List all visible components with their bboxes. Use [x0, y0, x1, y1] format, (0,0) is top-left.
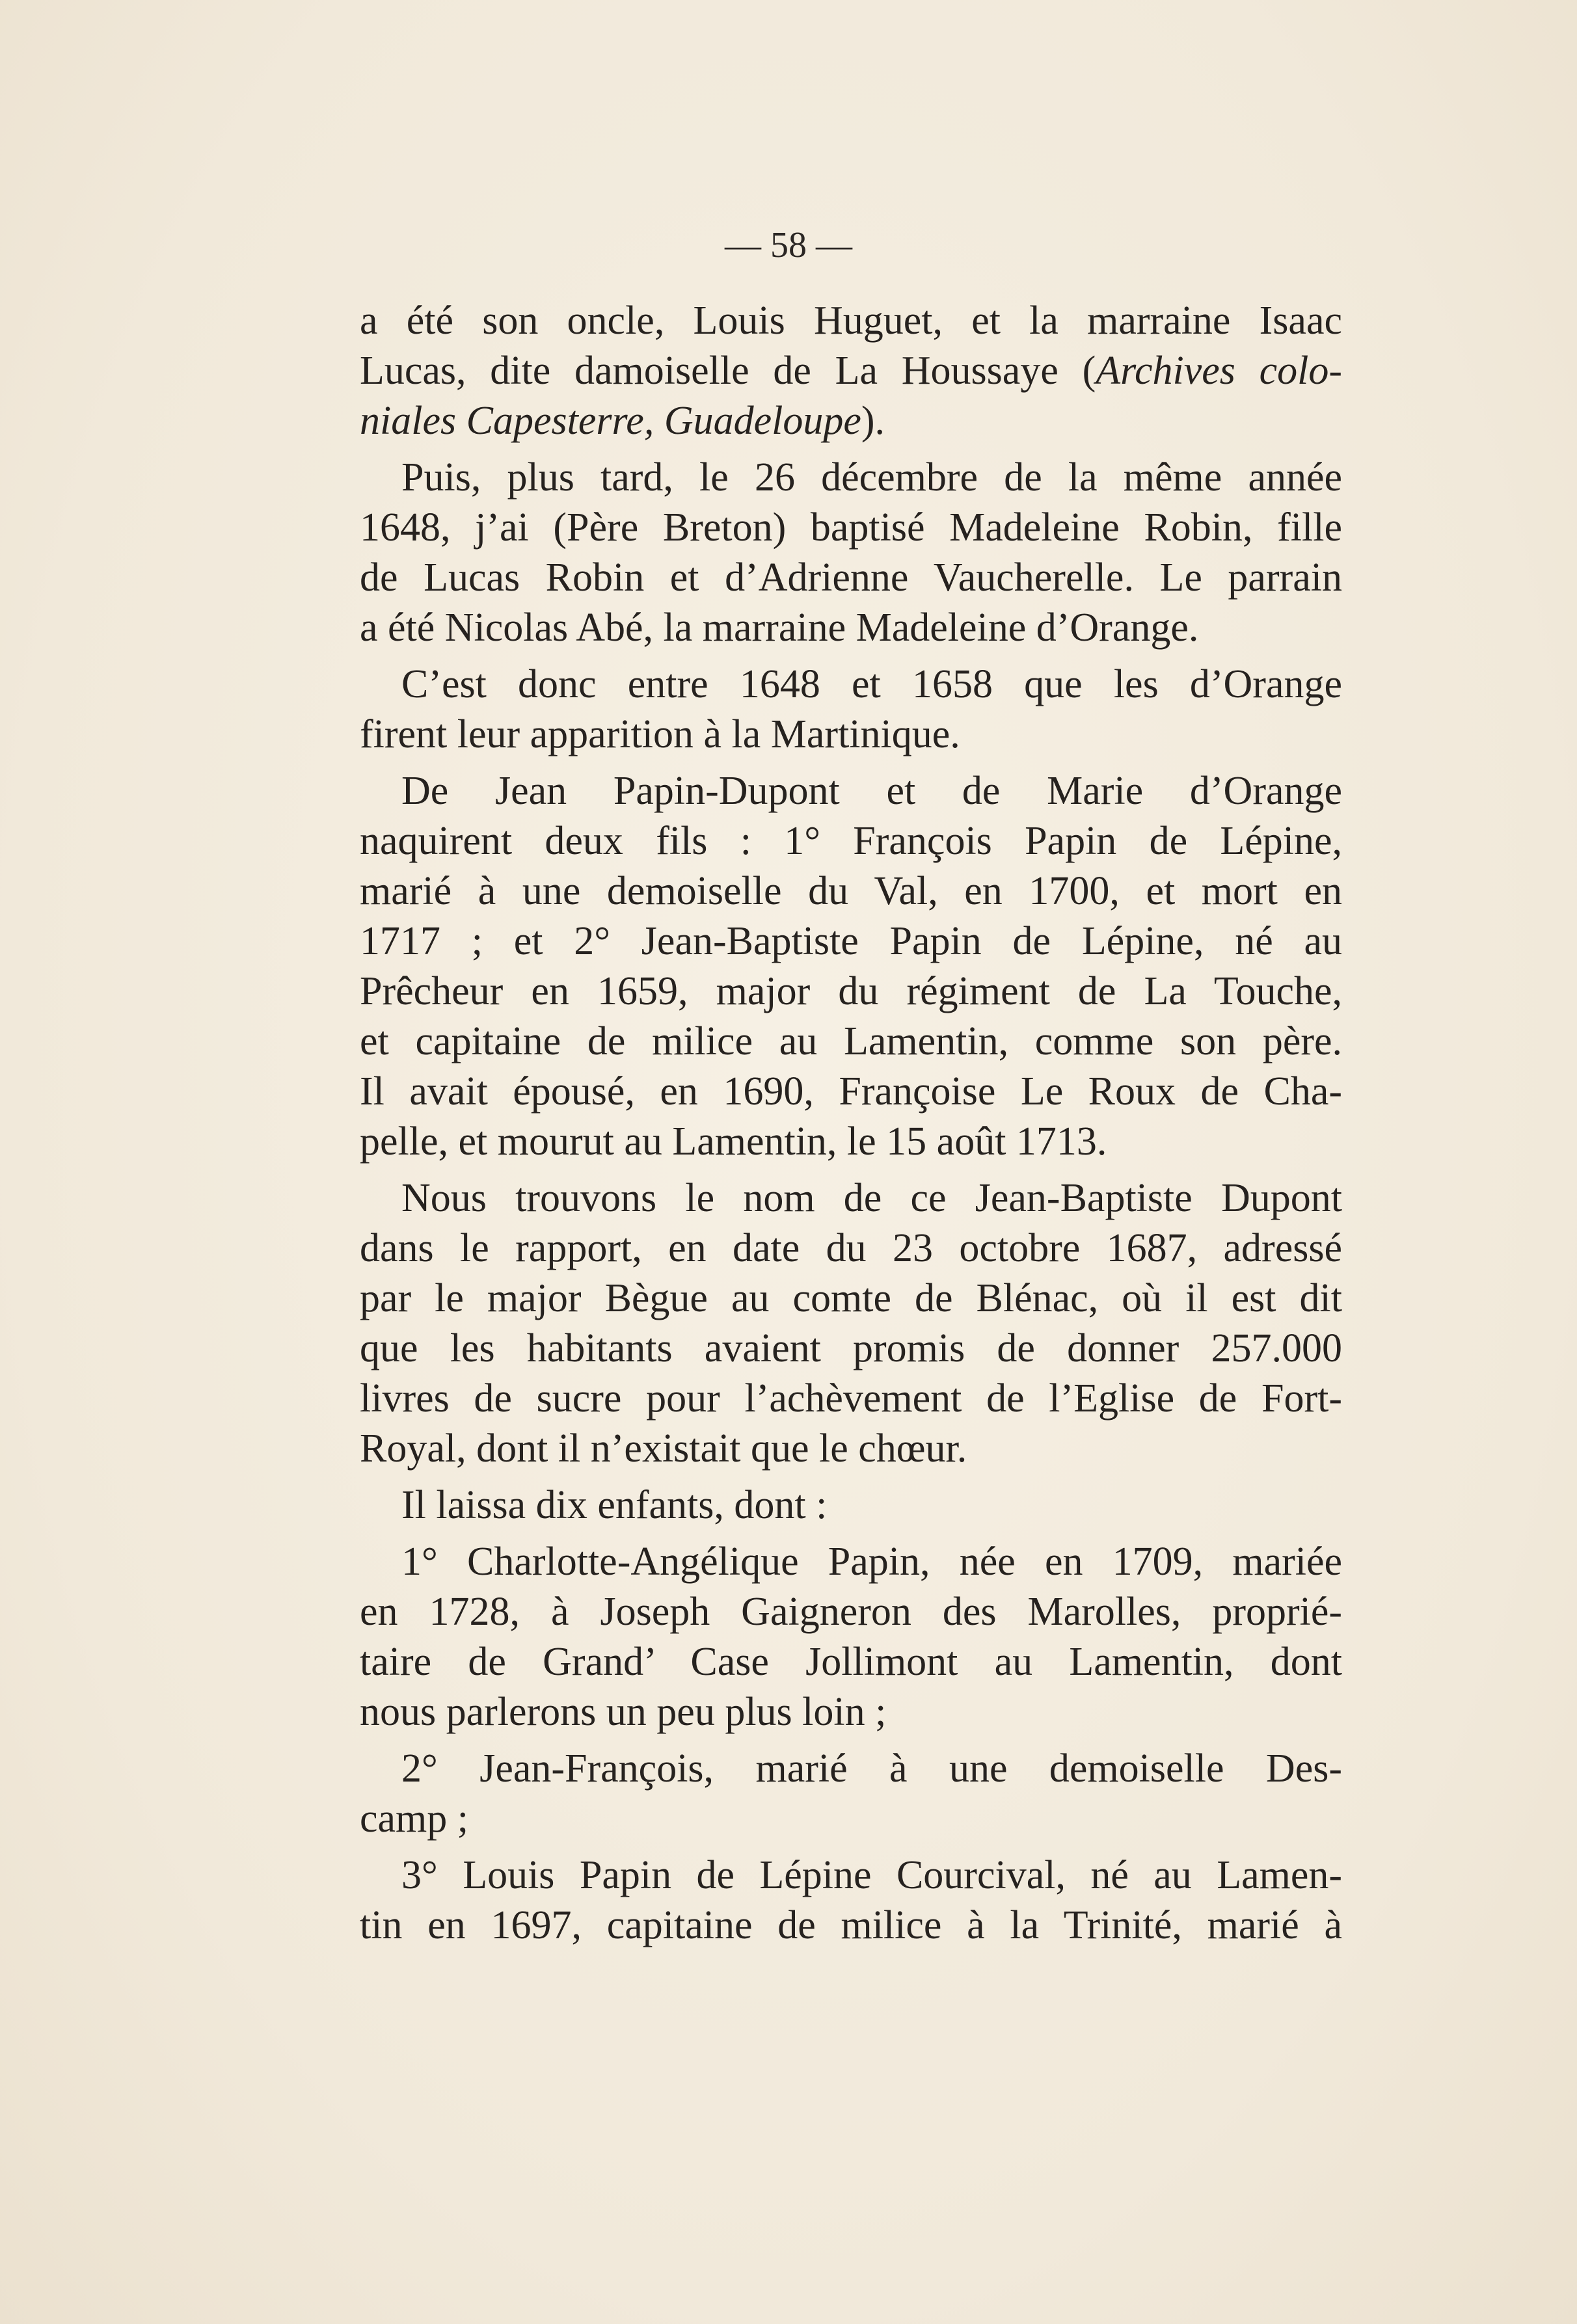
text: ).	[861, 399, 885, 443]
text: 3° Louis Papin de Lépine Courcival, né au Lamen-	[401, 1853, 1342, 1897]
text-line	[360, 1744, 1342, 1794]
paragraph	[360, 1850, 1342, 1951]
text-line	[360, 1537, 1342, 1587]
text: Prêcheur en 1659, major du régiment de La Touche,	[360, 969, 1342, 1013]
page-body-text	[360, 296, 1342, 1957]
text-line	[360, 1480, 1342, 1530]
text: Puis, plus tard, le 26 décembre de la même année	[401, 455, 1342, 500]
text: a été Nicolas Abé, la marraine Madeleine d’Orange.	[360, 606, 1199, 650]
text: Il avait épousé, en 1690, Françoise Le Roux de Cha-	[360, 1069, 1342, 1114]
text: Nous trouvons le nom de ce Jean-Baptiste Dupont	[401, 1176, 1342, 1220]
text: a été son oncle, Louis Huguet, et la marraine Isaac	[360, 299, 1342, 343]
text-line	[360, 1901, 1342, 1951]
text-line	[360, 1223, 1342, 1274]
text: naquirent deux fils : 1° François Papin de Lépine,	[360, 819, 1342, 863]
text-line	[360, 710, 1342, 760]
text-line	[360, 1274, 1342, 1324]
text: C’est donc entre 1648 et 1658 que les d’Orange	[401, 662, 1342, 706]
text-line	[360, 553, 1342, 603]
text-line	[360, 296, 1342, 346]
text: et capitaine de milice au Lamentin, comme son père.	[360, 1019, 1342, 1063]
paragraph	[360, 296, 1342, 446]
paragraph	[360, 660, 1342, 760]
italic-text: niales Capesterre, Guadeloupe	[360, 399, 861, 443]
text-line	[360, 603, 1342, 653]
text-line	[360, 1850, 1342, 1901]
text: tin en 1697, capitaine de milice à la Trinité, marié à	[360, 1903, 1342, 1947]
text: 2° Jean-François, marié à une demoiselle Des-	[401, 1746, 1342, 1791]
text: camp ;	[360, 1796, 468, 1841]
paragraph	[360, 1480, 1342, 1530]
text-line	[360, 1374, 1342, 1424]
text: dans le rapport, en date du 23 octobre 1687, adressé	[360, 1226, 1342, 1270]
text-line	[360, 396, 1342, 446]
text-line	[360, 1324, 1342, 1374]
paragraph	[360, 453, 1342, 653]
paragraph	[360, 766, 1342, 1167]
text-line	[360, 967, 1342, 1017]
text: taire de Grand’ Case Jollimont au Lamentin, dont	[360, 1640, 1342, 1684]
text-line	[360, 346, 1342, 396]
text-line	[360, 1687, 1342, 1737]
text: marié à une demoiselle du Val, en 1700, et mort en	[360, 869, 1342, 913]
text-line	[360, 816, 1342, 866]
text: livres de sucre pour l’achèvement de l’Eglise de Fort-	[360, 1376, 1342, 1421]
text-line	[360, 1587, 1342, 1637]
text-line	[360, 1424, 1342, 1474]
text-line	[360, 1117, 1342, 1167]
text-line	[360, 1794, 1342, 1844]
text: nous parlerons un peu plus loin ;	[360, 1690, 887, 1734]
text: en 1728, à Joseph Gaigneron des Marolles, proprié-	[360, 1590, 1342, 1634]
text-line	[360, 453, 1342, 503]
text-line	[360, 1637, 1342, 1687]
text-line	[360, 916, 1342, 967]
text-line	[360, 1067, 1342, 1117]
page-number: — 58 —	[725, 225, 852, 265]
text: de Lucas Robin et d’Adrienne Vaucherelle. Le parrain	[360, 555, 1342, 600]
text: firent leur apparition à la Martinique.	[360, 712, 960, 756]
text: Lucas, dite damoiselle de La Houssaye (	[360, 349, 1096, 393]
paragraph	[360, 1537, 1342, 1737]
text: Il laissa dix enfants, dont :	[401, 1483, 828, 1527]
text: Royal, dont il n’existait que le chœur.	[360, 1426, 967, 1471]
text: par le major Bègue au comte de Blénac, où il est dit	[360, 1276, 1342, 1320]
text: 1° Charlotte-Angélique Papin, née en 1709, mariée	[401, 1540, 1342, 1584]
paragraph	[360, 1744, 1342, 1844]
text-line	[360, 503, 1342, 553]
text: 1648, j’ai (Père Breton) baptisé Madeleine Robin, fille	[360, 505, 1342, 550]
text: 1717 ; et 2° Jean-Baptiste Papin de Lépine, né au	[360, 919, 1342, 963]
text: De Jean Papin-Dupont et de Marie d’Orange	[401, 769, 1342, 813]
paragraph	[360, 1173, 1342, 1474]
text-line	[360, 1173, 1342, 1223]
text-line	[360, 766, 1342, 816]
italic-text: Archives colo-	[1096, 349, 1343, 393]
text: pelle, et mourut au Lamentin, le 15 août 1713.	[360, 1119, 1107, 1164]
text-line	[360, 1017, 1342, 1067]
text-line	[360, 660, 1342, 710]
text-line	[360, 866, 1342, 916]
text: que les habitants avaient promis de donner 257.000	[360, 1326, 1342, 1370]
